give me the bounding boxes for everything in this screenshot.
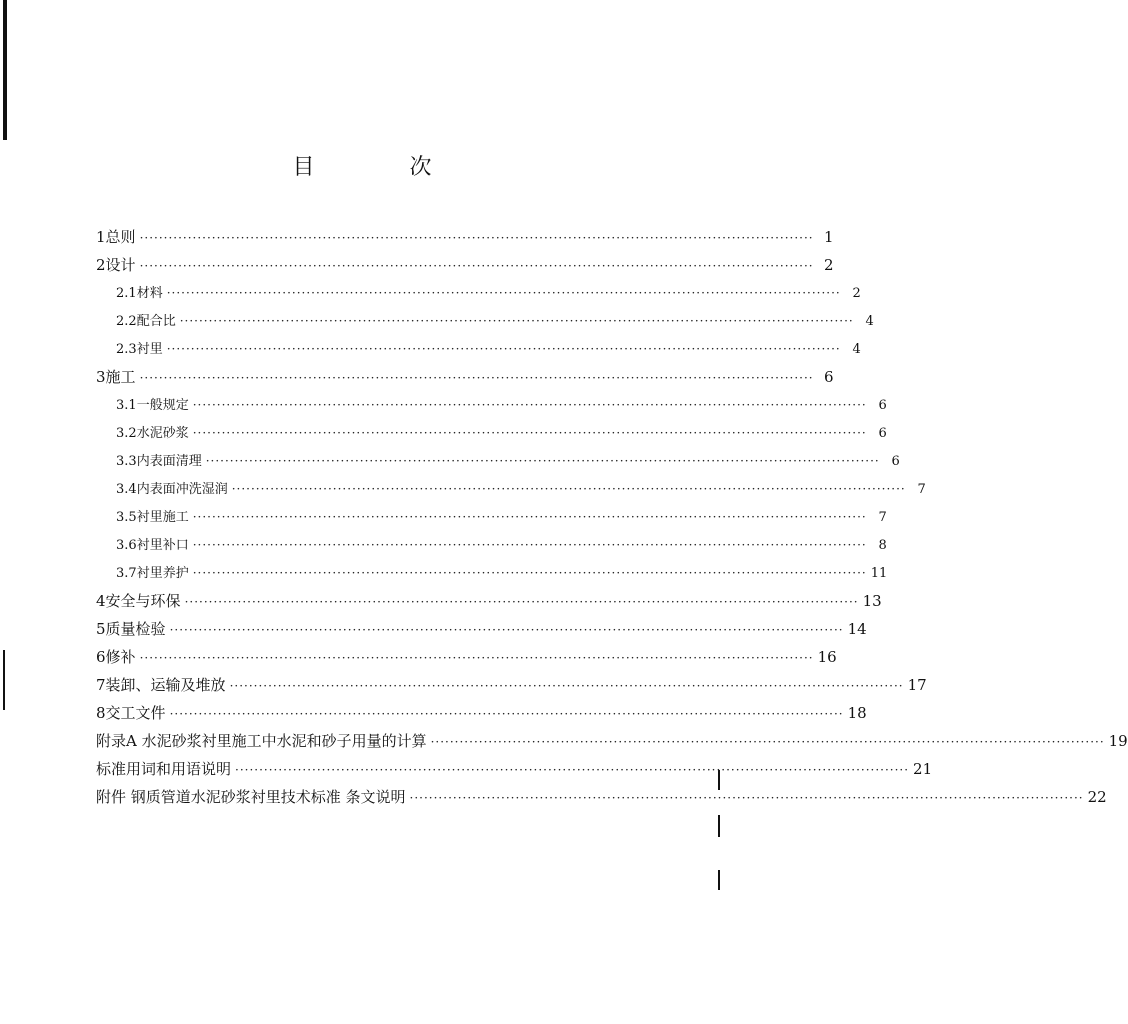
toc-entry (96, 534, 887, 558)
toc-entry-page: 11 (870, 566, 888, 581)
toc-leader-dots: ············································································································································ (139, 231, 814, 245)
toc-entry-number: 1 (96, 228, 106, 246)
toc-entry-label: 设计 (105, 256, 136, 274)
toc-leader-dots: ············································································································································ (231, 482, 906, 496)
toc-entry-number: 8 (96, 704, 106, 722)
toc-entry-page: 6 (878, 398, 887, 413)
toc-entry-number: 3.7 (116, 566, 137, 581)
toc-entry-label: 交工文件 (105, 704, 166, 722)
toc-entry-number: 3.4 (116, 482, 137, 497)
toc-entry-page: 4 (865, 314, 874, 329)
toc-entry (96, 226, 834, 250)
toc-entry-label: 安全与环保 (105, 592, 181, 610)
toc-leader-dots: ············································································································································ (179, 314, 854, 328)
toc-entry-page: 2 (852, 286, 861, 301)
toc-leader-dots: ············································································································································ (430, 735, 1105, 749)
toc-leader-dots: ············································································································································ (229, 679, 904, 693)
toc-entry (96, 478, 926, 502)
toc-entry-label: 内表面冲洗湿润 (136, 482, 228, 497)
toc-entry-page: 19 (1108, 732, 1128, 750)
scan-edge-mark (3, 650, 5, 710)
toc-entry-label: 材料 (136, 286, 163, 301)
toc-leader-dots: ············································································································································ (166, 286, 841, 300)
toc-entry (96, 506, 887, 530)
toc-entry (96, 366, 834, 390)
toc-entry-label: 装卸、运输及堆放 (105, 676, 226, 694)
toc-entry-page: 17 (907, 676, 927, 694)
toc-entry-label: 总则 (105, 228, 136, 246)
toc-entry-label: 衬里施工 (136, 510, 189, 525)
toc-entry (96, 730, 1128, 754)
toc-entry-page: 21 (913, 760, 933, 778)
scan-edge-mark (718, 870, 720, 890)
toc-entry-number: 3.6 (116, 538, 137, 553)
toc-entry (96, 254, 834, 278)
page-title: 目 次 (292, 155, 476, 180)
toc-leader-dots: ············································································································································ (409, 791, 1084, 805)
toc-leader-dots: ············································································································································ (169, 707, 844, 721)
toc-entry-label: 附录A 水泥砂浆衬里施工中水泥和砂子用量的计算 (96, 732, 427, 750)
toc-entry-page: 2 (824, 256, 834, 274)
toc-entry-label: 一般规定 (136, 398, 189, 413)
toc-entry-number: 6 (96, 648, 106, 666)
toc-leader-dots: ············································································································································ (139, 371, 814, 385)
toc-entry (96, 674, 927, 698)
toc-leader-dots: ············································································································································ (139, 651, 814, 665)
toc-entry-label: 施工 (105, 368, 136, 386)
toc-leader-dots: ············································································································································ (192, 538, 867, 552)
toc-leader-dots: ············································································································································ (235, 763, 910, 777)
toc-entry-number: 3 (96, 368, 106, 386)
toc-entry-number: 3.3 (116, 454, 137, 469)
toc-entry-label: 水泥砂浆 (136, 426, 189, 441)
toc-entry-label: 质量检验 (105, 620, 166, 638)
toc-leader-dots: ············································································································································ (205, 454, 880, 468)
toc-entry-number: 3.5 (116, 510, 137, 525)
toc-entry-label: 附件 钢质管道水泥砂浆衬里技术标准 条文说明 (96, 788, 406, 806)
toc-entry-page: 4 (852, 342, 861, 357)
toc-entry-number: 2.1 (116, 286, 137, 301)
toc-entry-page: 7 (878, 510, 887, 525)
toc-leader-dots: ············································································································································ (192, 566, 867, 580)
toc-entry-page: 6 (891, 454, 900, 469)
toc-leader-dots: ············································································································································ (166, 342, 841, 356)
toc-entry-page: 6 (878, 426, 887, 441)
toc-entry-page: 13 (862, 592, 882, 610)
toc-entry (96, 646, 837, 670)
toc-entry-label: 配合比 (136, 314, 176, 329)
toc-entry-number: 2 (96, 256, 106, 274)
toc-entry-page: 6 (824, 368, 834, 386)
toc-entry (96, 618, 867, 642)
toc-entry-page: 18 (847, 704, 867, 722)
toc-entry-number: 2.2 (116, 314, 137, 329)
toc-entry-label: 衬里养护 (136, 566, 189, 581)
toc-entry-number: 2.3 (116, 342, 137, 357)
toc-entry (96, 786, 1107, 810)
scan-edge-mark (3, 0, 7, 140)
toc-entry (96, 450, 900, 474)
toc-entry (96, 310, 874, 334)
toc-entry-label: 修补 (105, 648, 136, 666)
toc-leader-dots: ············································································································································ (192, 398, 867, 412)
toc-entry-page: 14 (847, 620, 867, 638)
toc-entry (96, 338, 861, 362)
toc-entry (96, 562, 888, 586)
toc-entry (96, 394, 887, 418)
toc-entry (96, 702, 867, 726)
toc-entry-number: 4 (96, 592, 106, 610)
toc-leader-dots: ············································································································································ (169, 623, 844, 637)
scan-edge-mark (718, 815, 720, 837)
toc-entry-page: 22 (1087, 788, 1107, 806)
toc-entry-page: 1 (824, 228, 834, 246)
toc-entry (96, 590, 882, 614)
toc-entry-number: 5 (96, 620, 106, 638)
toc-entry-number: 3.2 (116, 426, 137, 441)
toc-entry-page: 7 (917, 482, 926, 497)
toc-leader-dots: ············································································································································ (192, 426, 867, 440)
toc-entry-page: 16 (817, 648, 837, 666)
toc-entry (96, 758, 933, 782)
toc-entry (96, 422, 887, 446)
toc-entry-number: 3.1 (116, 398, 137, 413)
toc-entry-page: 8 (878, 538, 887, 553)
toc-entry (96, 282, 861, 306)
toc-leader-dots: ············································································································································ (184, 595, 859, 609)
toc-entry-label: 内表面清理 (136, 454, 202, 469)
toc-leader-dots: ············································································································································ (139, 259, 814, 273)
toc-entry-label: 衬里 (136, 342, 163, 357)
toc-entry-number: 7 (96, 676, 106, 694)
toc-entry-label: 衬里补口 (136, 538, 189, 553)
toc-entry-label: 标准用词和用语说明 (96, 760, 232, 778)
toc-leader-dots: ············································································································································ (192, 510, 867, 524)
